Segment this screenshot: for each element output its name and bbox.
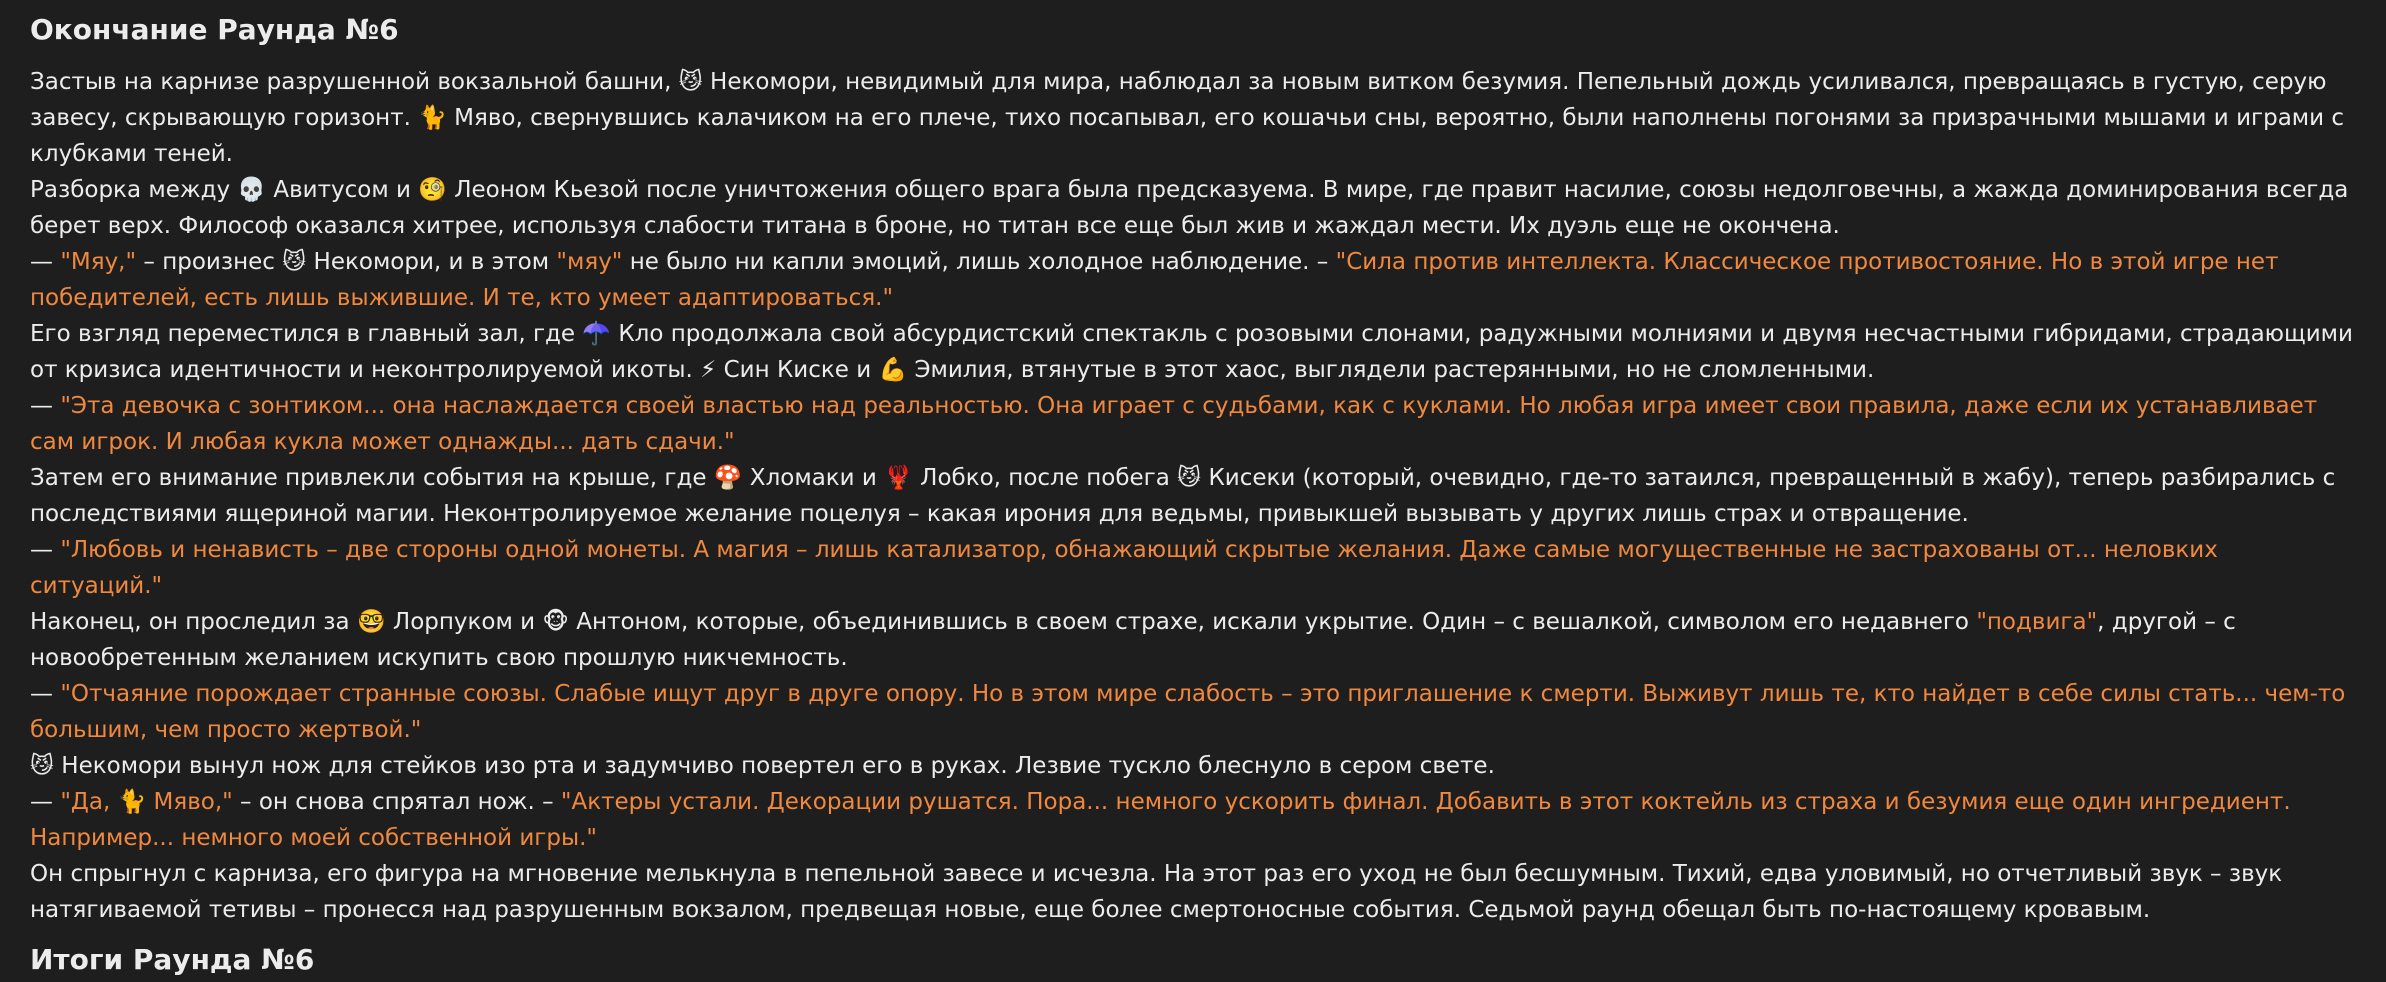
text: Застыв на карнизе разрушенной вокзальной башни, xyxy=(30,69,679,95)
monkey-icon: 🐵 xyxy=(542,609,569,635)
paragraph-umbrella-quote xyxy=(30,388,2356,460)
quote: "Мяу," xyxy=(60,249,137,275)
skull-icon: 💀 xyxy=(237,177,267,203)
paragraph-love-quote xyxy=(30,532,2356,604)
text: Кло продолжала свой абсурдистский спектакль с розовыми слонами, радужными молниями и двумя несчастными гибридами, страдающими от кризиса идентичности и неконтролируемой икоты. xyxy=(30,321,2353,383)
cat-face-icon: 😼 xyxy=(30,753,54,779)
paragraph-rooftop-watch xyxy=(30,64,2356,172)
text: Лорпуком и xyxy=(385,609,543,635)
text: Некомори, невидимый для мира, наблюдал за новым витком безумия. Пепельный дождь усиливался, превращаясь в густую, серую завесу, скрывающую горизонт. xyxy=(30,69,2327,131)
text: Хломаки и xyxy=(742,465,885,491)
dash: — xyxy=(30,393,61,419)
lobster-icon: 🦞 xyxy=(884,465,913,491)
text: Син Киске и xyxy=(716,357,879,383)
paragraph-meow-quote xyxy=(30,244,2356,316)
dash: — xyxy=(30,681,61,707)
paragraph-despair-quote xyxy=(30,676,2356,748)
mushroom-icon: 🍄 xyxy=(713,465,743,491)
text: Кисеки (который, очевидно, где-то затаился, превращенный в жабу), теперь разбирались с последствиями ящериной магии. Неконтролируемое желание поцелуя – какая ирония для ведьмы, привыкшей вызывать у других лишь страх и отвращение. xyxy=(30,465,2336,527)
text: Лобко, после побега xyxy=(912,465,1178,491)
quote: "Эта девочка с зонтиком... она наслаждается своей властью над реальностью. Она играет с судьбами, как с куклами. Но любая игра имеет свои правила, даже если их устанавливает сам игрок. И любая кукла может однажды... дать сдачи." xyxy=(30,393,2318,455)
text: Затем его внимание привлекли события на крыше, где xyxy=(30,465,714,491)
text: Леоном Кьезой после уничтожения общего врага была предсказуема. В мире, где правит насилие, союзы недолговечны, а жажда доминирования всегда берет верх. Философ оказался хитрее, используя слабости титана в броне, но титан все еще был жив и жаждал мести. Их дуэль еще не окончена. xyxy=(30,177,2349,239)
paragraph-knife xyxy=(30,748,2356,784)
paragraph-shelter xyxy=(30,604,2356,676)
quote: "Да, xyxy=(60,789,118,815)
paragraph-duel xyxy=(30,172,2356,244)
nerd-face-icon: 🤓 xyxy=(356,609,386,635)
umbrella-icon: ☂️ xyxy=(582,321,612,347)
text: Наконец, он проследил за xyxy=(30,609,357,635)
quote: "Отчаяние порождает странные союзы. Слабые ищут друг в друге опору. Но в этом мире слабость – это приглашение к смерти. Выживут лишь те, кто найдет в себе силы стать... чем-то большим, чем просто жертвой." xyxy=(30,681,2346,743)
dash: — xyxy=(30,537,61,563)
cat-icon: 🐈 xyxy=(418,105,447,131)
text: Мяво, свернувшись калачиком на его плече, тихо посапывал, его кошачьи сны, вероятно, были наполнены погонями за призрачными мышами и играми с клубками теней. xyxy=(30,105,2345,167)
cat-face-icon: 😼 xyxy=(1177,465,1202,491)
paragraph-departure xyxy=(30,856,2356,928)
flexed-biceps-icon: 💪 xyxy=(878,357,908,383)
section-heading: Окончание Раунда №6 xyxy=(30,13,399,46)
text: Эмилия, втянутые в этот хаос, выглядели растерянными, но не сломленными. xyxy=(907,357,1875,383)
text: Некомори, и в этом xyxy=(306,249,557,275)
text: Некомори вынул нож для стейков изо рта и задумчиво повертел его в руках. Лезвие тускло блеснуло в сером свете. xyxy=(53,753,1495,779)
paragraph-final-quote xyxy=(30,784,2356,856)
text: Разборка между xyxy=(30,177,238,203)
cat-icon: 🐈 xyxy=(117,789,147,815)
text: Антоном, которые, объединившись в своем страхе, искали укрытие. Один – с вешалкой, символом его недавнего xyxy=(569,609,1977,635)
paragraph-main-hall xyxy=(30,316,2356,388)
dash: — xyxy=(30,249,61,275)
text: , другой – с новообретенным желанием искупить свою прошлую никчемность. xyxy=(30,609,2236,671)
quote: "Любовь и ненависть – две стороны одной монеты. А магия – лишь катализатор, обнажающий скрытые желания. Даже самые могущественные не застрахованы от... неловких ситуаций." xyxy=(30,537,2218,599)
dash: — xyxy=(30,789,61,815)
text: Он спрыгнул с карниза, его фигура на мгновение мелькнула в пепельной завесе и исчезла. На этот раз его уход не был бесшумным. Тихий, едва уловимый, но отчетливый звук – звук натягиваемой тетивы – пронесся над разрушенным вокзалом, предвещая новые, еще более смертоносные события. Седьмой раунд обещал быть по-настоящему кровавым. xyxy=(30,861,2283,923)
quote: "подвига" xyxy=(1976,609,2098,635)
text: – произнес xyxy=(136,249,283,275)
quote: Мяво," xyxy=(146,789,233,815)
text: Его взгляд переместился в главный зал, где xyxy=(30,321,583,347)
text: – он снова спрятал нож. – xyxy=(232,789,561,815)
next-section-heading: Итоги Раунда №6 xyxy=(30,943,315,976)
text: не было ни капли эмоций, лишь холодное наблюдение. – xyxy=(622,249,1336,275)
lightning-icon: ⚡ xyxy=(700,357,717,383)
quote: "Сила против интеллекта. Классическое противостояние. Но в этой игре нет победителей, есть лишь выжившие. И те, кто умеет адаптироваться." xyxy=(30,249,2279,311)
paragraph-roof-events xyxy=(30,460,2356,532)
quote: "мяу" xyxy=(556,249,623,275)
cat-face-icon: 😼 xyxy=(282,249,307,275)
quote: "Актеры устали. Декорации рушатся. Пора... немного ускорить финал. Добавить в этот коктейль из страха и безумия еще один ингредиент. Например... немного моей собственной игры." xyxy=(30,789,2291,851)
monocle-face-icon: 🧐 xyxy=(418,177,447,203)
text: Авитусом и xyxy=(266,177,419,203)
cat-face-icon: 😼 xyxy=(678,69,703,95)
